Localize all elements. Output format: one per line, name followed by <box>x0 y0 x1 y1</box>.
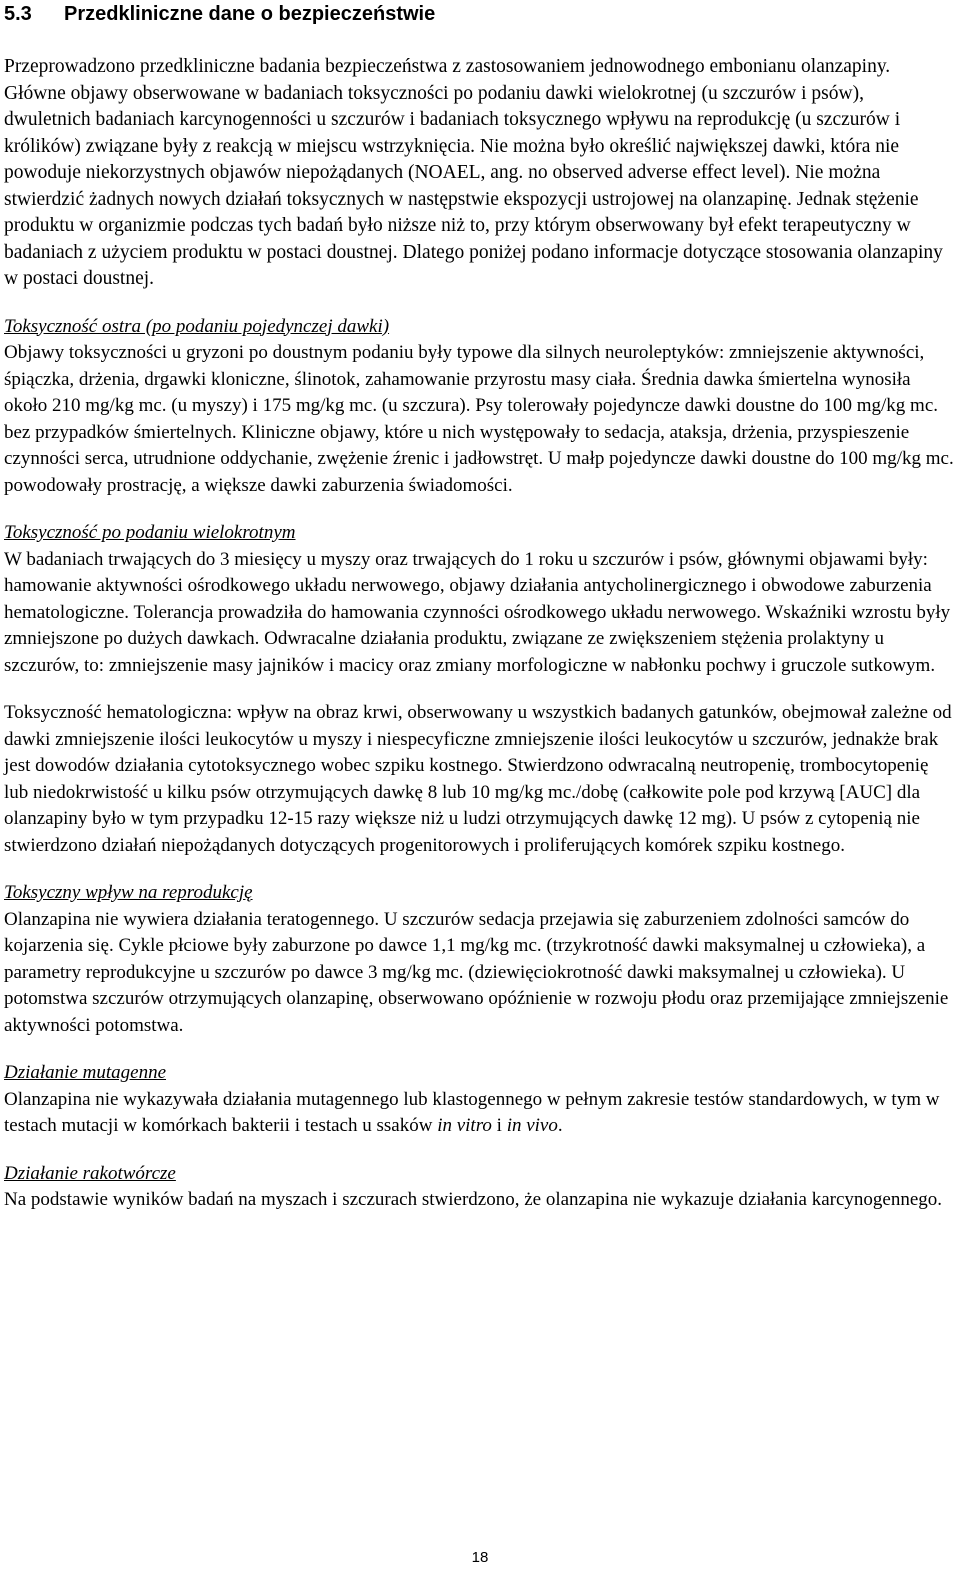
document-page <box>4 0 954 1214</box>
hematologic-text: Toksyczność hematologiczna: wpływ na obraz krwi, obserwowany u wszystkich badanych gatunków, obejmował zależne od dawki zmniejszenie ilości leukocytów u myszy i niespecyficzne zmniejszenie ilości leukocytów u szczurów, jednakże brak jest dowodów działania cytotoksycznego wobec szpiku kostnego. Stwierdzono odwracalną neutropenię, trombocytopenię lub niedokrwistość u kilku psów otrzymujących dawkę 8 lub 10 mg/kg mc./dobę (całkowite pole pod krzywą [AUC] dla olanzapiny było w tym przypadku 12-15 razy większe niż u ludzi otrzymujących dawkę 12 mg). U psów z cytopenią nie stwierdzono działań niepożądanych dotyczących progenitorowych i proliferujących komórek szpiku kostnego. <box>4 702 952 856</box>
reproductive-text: Olanzapina nie wywiera działania teratogennego. U szczurów sedacja przejawia się zaburzeniem zdolności samców do kojarzenia się. Cykle płciowe były zaburzone po dawce 1,1 mg/kg mc. (trzykrotność dawki maksymalnej u człowieka), a parametry reprodukcyjne u szczurów po dawce 3 mg/kg mc. (dziewięciokrotność dawki maksymalnej u człowieka). U potomstwa szczurów otrzymujących olanzapinę, obserwowano opóźnienie w rozwoju płodu oraz przemijające zmniejszenie aktywności potomstwa. <box>4 908 949 1036</box>
hematologic-section <box>4 700 954 859</box>
acute-toxicity-heading: Toksyczność ostra (po podaniu pojedynczej dawki) <box>4 315 390 337</box>
carcinogenic-section <box>4 1161 954 1214</box>
page-number: 18 <box>471 1549 489 1566</box>
in-vitro-term: in vitro <box>437 1115 492 1136</box>
mutagenic-conjunction: i <box>491 1115 507 1136</box>
acute-toxicity-section <box>4 314 954 500</box>
repeated-dose-text: W badaniach trwających do 3 miesięcy u myszy oraz trwających do 1 roku u szczurów i psów, głównymi objawami były: hamowanie aktywności ośrodkowego układu nerwowego, objawy działania antycholinergicznego i obwodowe zaburzenia hematologiczne. Tolerancja prowadziła do hamowania czynności ośrodkowego układu nerwowego. Wskaźniki wzrostu były zmniejszone po dużych dawkach. Odwracalne działania produktu, związane ze zwiększeniem stężenia prolaktyny u szczurów, to: zmniejszenie masy jajników i macicy oraz zmiany morfologiczne w nabłonku pochwy i gruczole sutkowym. <box>4 548 951 676</box>
reproductive-section <box>4 880 954 1039</box>
mutagenic-heading: Działanie mutagenne <box>4 1062 167 1083</box>
repeated-dose-section <box>4 520 954 679</box>
intro-paragraph: Przeprowadzono przedkliniczne badania bezpieczeństwa z zastosowaniem jednowodnego embonianu olanzapiny. Główne objawy obserwowane w badaniach toksyczności po podaniu dawki wielokrotnej (u szczurów i psów), dwuletnich badaniach karcynogenności u szczurów i badaniach toksycznego wpływu na reprodukcję (u szczurów i królików) związane były z reakcją w miejscu wstrzyknięcia. Nie można było określić największej dawki, która nie powoduje niekorzystnych objawów niepożądanych (NOAEL, ang. no observed adverse effect level). Nie można stwierdzić żadnych nowych działań toksycznych w następstwie ekspozycji ustrojowej na olanzapinę. Jednak stężenie produktu w organizmie podczas tych badań było niższe niż to, przy którym obserwowany był efekt terapeutyczny w badaniach z użyciem produktu w postaci doustnej. Dlatego poniżej podano informacje dotyczące stosowania olanzapiny w postaci doustnej. <box>4 56 943 289</box>
mutagenic-section <box>4 1060 954 1140</box>
mutagenic-text-end: . <box>557 1115 563 1136</box>
section-title: Przedkliniczne dane o bezpieczeństwie <box>64 3 436 25</box>
mutagenic-text <box>4 1087 954 1140</box>
section-number: 5.3 <box>4 3 32 25</box>
section-heading <box>4 0 954 27</box>
acute-toxicity-text: Objawy toksyczności u gryzoni po doustnym podaniu były typowe dla silnych neuroleptyków: zmniejszenie aktywności, śpiączka, drżenia, drgawki kloniczne, ślinotok, zahamowanie przyrostu masy ciała. Średnia dawka śmiertelna wynosiła około 210 mg/kg mc. (u myszy) i 175 mg/kg mc. (u szczura). Psy tolerowały pojedyncze dawki doustne do 100 mg/kg mc. bez przypadków śmiertelnych. Kliniczne objawy, które u nich występowały to sedacja, ataksja, drżenia, przyspieszenie czynności serca, utrudnione oddychanie, zwężenie źrenic i jadłowstręt. U małp pojedyncze dawki doustne do 100 mg/kg mc. powodowały prostrację, a większe dawki zaburzenia świadomości. <box>4 342 954 496</box>
repeated-dose-heading: Toksyczność po podaniu wielokrotnym <box>4 522 296 543</box>
reproductive-heading: Toksyczny wpływ na reprodukcję <box>4 882 253 903</box>
carcinogenic-heading: Działanie rakotwórcze <box>4 1162 176 1184</box>
carcinogenic-text: Na podstawie wyników badań na myszach i szczurach stwierdzono, że olanzapina nie wykazuje działania karcynogennego. <box>4 1189 943 1210</box>
in-vivo-term: in vivo <box>506 1115 558 1136</box>
mutagenic-text-main: Olanzapina nie wykazywała działania mutagennego lub klastogennego w pełnym zakresie testów standardowych, w tym w testach mutacji w komórkach bakterii i testach u ssaków <box>4 1088 940 1136</box>
